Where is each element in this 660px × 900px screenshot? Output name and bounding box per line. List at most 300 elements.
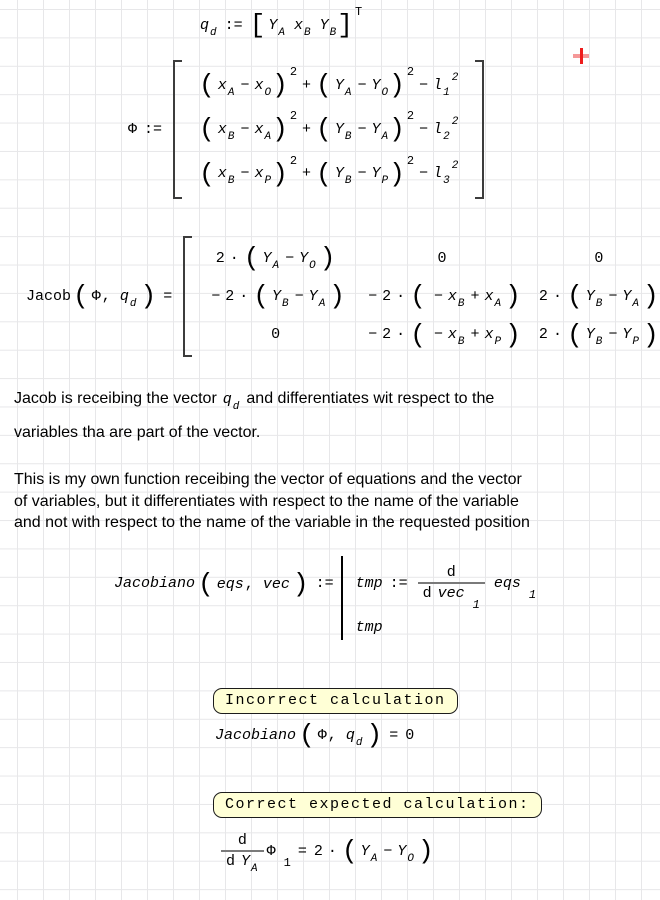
math-operator: − <box>294 287 304 305</box>
math-token <box>423 585 432 602</box>
crosshair-cursor[interactable] <box>573 48 589 64</box>
math-operator: + <box>470 287 480 305</box>
math-superscript: 2 <box>451 160 459 173</box>
math-base: Jacobiano <box>114 575 196 592</box>
math-token <box>266 842 291 870</box>
paragraph-line: This is my own function receibing the vector of equations and the vector <box>14 471 522 488</box>
math-subscript: A <box>272 259 280 272</box>
math-token <box>92 288 101 305</box>
math-subscript: d <box>232 401 240 413</box>
math-fence: ( <box>316 158 332 189</box>
math-group <box>566 319 659 350</box>
math-group <box>341 835 434 866</box>
math-fence: ) <box>292 569 309 599</box>
math-token <box>371 120 389 143</box>
math-base: 2 <box>382 287 392 305</box>
math-fence: ) <box>389 158 405 189</box>
paragraph-jacob-note[interactable] <box>14 383 494 448</box>
math-token <box>254 76 272 99</box>
math-token <box>272 287 290 310</box>
math-base: x <box>254 165 264 183</box>
math-fence: ( <box>566 319 583 350</box>
matrix-cell <box>530 244 660 273</box>
math-base: x <box>447 326 457 344</box>
math-base: 0 <box>271 326 281 344</box>
math-base: Y <box>241 853 251 870</box>
matrix-grid <box>194 236 660 357</box>
math-token <box>217 165 236 188</box>
math-base: vec <box>437 585 465 602</box>
math-subscript: P <box>381 175 389 188</box>
math-operator: − <box>240 120 250 138</box>
math-base: q <box>119 287 129 305</box>
math-operator: − <box>357 120 367 138</box>
math-token <box>334 165 353 188</box>
paragraph-line: variables tha are part of the vector. <box>14 424 261 441</box>
math-base: Φ <box>91 287 101 305</box>
math-operator: · <box>396 326 406 344</box>
math-superscript: 2 <box>451 71 459 84</box>
math-group <box>244 245 336 271</box>
math-operator: + <box>302 120 312 138</box>
math-base: 0 <box>437 249 447 267</box>
math-fence: ) <box>272 70 288 100</box>
math-index-subscript: 1 <box>472 598 480 612</box>
math-token <box>215 727 296 744</box>
callout-incorrect[interactable]: Incorrect calculation <box>213 688 458 714</box>
math-subscript: O <box>407 852 414 865</box>
math-fence: ( <box>316 114 332 145</box>
math-superscript: 2 <box>289 65 298 80</box>
math-operator: + <box>302 165 312 183</box>
math-superscript: 2 <box>406 109 415 124</box>
math-token <box>217 576 244 593</box>
math-subscript: A <box>278 26 286 39</box>
matrix-cell <box>187 152 470 196</box>
math-index-subscript: 1 <box>528 587 537 602</box>
math-fence: [ <box>249 10 266 40</box>
matrix-cell <box>187 107 470 151</box>
math-group <box>316 65 415 100</box>
math-base: Y <box>622 287 632 305</box>
paragraph-line <box>14 383 494 417</box>
math-fence: ) <box>319 243 336 273</box>
math-operator: · <box>396 287 406 305</box>
math-base: Φ <box>128 120 138 138</box>
math-subscript: B <box>304 26 311 39</box>
math-matrix <box>173 60 484 199</box>
fraction-numerator <box>442 564 461 582</box>
math-token <box>447 564 456 581</box>
math-base: 2 <box>538 326 548 344</box>
math-token <box>484 287 503 310</box>
math-superscript: 2 <box>289 153 298 168</box>
math-base: Y <box>622 326 632 344</box>
math-operator: − <box>608 326 618 344</box>
math-base: d <box>422 585 432 602</box>
math-token <box>594 250 603 267</box>
math-fence: ) <box>642 319 659 350</box>
math-token <box>433 115 459 143</box>
math-token <box>585 326 604 349</box>
equation-jacob-result[interactable] <box>26 236 660 357</box>
math-group <box>410 281 521 312</box>
paragraph-function-note[interactable] <box>14 469 530 534</box>
math-group <box>199 65 298 100</box>
math-operator: := <box>389 574 408 592</box>
equation-qd-definition[interactable] <box>200 5 363 40</box>
math-operator: − <box>211 287 221 305</box>
math-fence: ( <box>199 114 215 145</box>
math-token <box>397 842 415 865</box>
math-base: Y <box>268 16 278 34</box>
math-subscript: B <box>282 297 289 310</box>
math-subscript: O <box>381 86 389 99</box>
equation-jacobiano-definition[interactable] <box>114 556 536 640</box>
math-base: Y <box>272 287 282 305</box>
math-fence: ) <box>272 158 288 189</box>
math-token <box>356 575 383 592</box>
math-operator: − <box>419 76 429 94</box>
math-subscript: P <box>632 336 639 349</box>
math-token <box>238 832 247 849</box>
math-token <box>299 249 317 272</box>
math-base: 2 <box>382 326 392 344</box>
matrix-bracket-right <box>475 60 484 199</box>
math-operator: − <box>608 287 618 305</box>
math-base: q <box>345 726 355 744</box>
math-base: Φ <box>317 726 327 744</box>
math-token <box>241 853 259 875</box>
math-base: Y <box>585 326 595 344</box>
math-token <box>382 288 391 305</box>
math-subscript: B <box>227 175 235 188</box>
math-superscript: 2 <box>289 109 298 124</box>
math-base: Y <box>397 842 407 860</box>
math-token <box>539 326 548 343</box>
math-token <box>622 326 640 349</box>
math-token <box>128 121 137 138</box>
math-fence: ) <box>366 720 383 750</box>
math-operator: · <box>327 842 337 860</box>
math-token <box>271 326 280 343</box>
math-token <box>433 71 459 99</box>
math-base: vec <box>262 575 290 593</box>
math-subscript: d <box>355 736 363 749</box>
math-token <box>356 619 383 636</box>
math-token <box>263 576 290 593</box>
math-base: Φ <box>266 842 276 860</box>
math-token <box>484 326 503 349</box>
math-base: l <box>433 76 443 94</box>
math-operator: , <box>244 575 254 593</box>
math-subscript: A <box>318 297 326 310</box>
math-base: Jacob <box>26 287 72 305</box>
math-base: x <box>254 76 264 94</box>
math-subscript: B <box>457 297 465 310</box>
math-base: tmp <box>355 619 383 636</box>
math-base: x <box>484 287 494 305</box>
math-base: d <box>237 832 247 849</box>
program-block <box>341 556 536 640</box>
math-operator: − <box>368 326 378 344</box>
math-token <box>318 727 327 744</box>
math-base: x <box>254 120 264 138</box>
math-token <box>223 384 241 417</box>
matrix-cell <box>354 244 530 273</box>
math-base: 2 <box>215 249 225 267</box>
math-subscript: O <box>309 259 316 272</box>
equation-correct-derivative[interactable] <box>218 832 434 875</box>
math-subscript: B <box>595 336 603 349</box>
math-operator: , <box>327 726 337 744</box>
math-base: x <box>217 165 227 183</box>
math-token <box>216 250 225 267</box>
math-subscript: 3 <box>443 175 450 188</box>
math-base: q <box>222 391 232 408</box>
inline-math-qd <box>222 391 241 413</box>
fraction-denominator <box>221 850 264 875</box>
math-operator: = <box>389 726 399 744</box>
math-group <box>199 153 298 189</box>
math-subscript: B <box>595 297 603 310</box>
math-token <box>371 165 389 188</box>
math-operator: = <box>297 842 307 860</box>
math-base: d <box>226 853 236 870</box>
math-fence: ( <box>199 158 215 189</box>
math-subscript: A <box>251 863 258 875</box>
math-group <box>198 571 309 597</box>
math-operator: − <box>240 165 250 183</box>
math-subscript: P <box>494 336 502 349</box>
math-token <box>371 76 389 99</box>
math-operator: · <box>239 287 249 305</box>
math-base: 2 <box>225 287 235 305</box>
math-token <box>334 120 353 143</box>
math-base: Y <box>585 287 595 305</box>
math-base: Y <box>262 249 272 267</box>
math-base: 0 <box>594 249 604 267</box>
math-base: 2 <box>538 287 548 305</box>
crosshair-vertical-icon <box>580 48 583 64</box>
paragraph-line: and not with respect to the name of the variable in the requested position <box>14 514 530 531</box>
math-operator: − <box>285 249 295 267</box>
math-token <box>114 575 195 592</box>
math-superscript: 2 <box>406 65 415 80</box>
math-fence: ( <box>410 319 426 350</box>
math-token <box>382 326 391 343</box>
math-base: Y <box>319 16 329 34</box>
math-subscript: d <box>210 26 217 39</box>
math-operator: , <box>101 287 111 305</box>
math-subscript: A <box>381 130 389 143</box>
math-subscript: d <box>129 297 137 310</box>
math-base: x <box>484 326 494 344</box>
math-superscript: 2 <box>451 115 459 128</box>
math-subscript: A <box>632 297 639 310</box>
math-fence: ) <box>140 281 157 312</box>
matrix-cell <box>530 316 660 354</box>
math-subscript: P <box>264 175 272 188</box>
math-token <box>433 160 459 188</box>
math-token <box>294 16 312 39</box>
math-fence: ] <box>337 10 354 40</box>
math-operator: · <box>229 249 239 267</box>
math-token <box>334 76 353 99</box>
math-token <box>254 165 272 188</box>
math-operator: + <box>470 326 480 344</box>
math-token <box>447 326 466 349</box>
math-base: Y <box>360 842 370 860</box>
math-fence: ( <box>410 281 426 312</box>
matrix-cell <box>197 277 354 315</box>
math-base: q <box>200 16 210 34</box>
math-base: Y <box>334 120 344 138</box>
math-token <box>217 76 236 99</box>
math-token <box>26 288 71 305</box>
math-base: 0 <box>405 726 415 744</box>
math-token <box>360 842 379 865</box>
math-group <box>249 5 363 40</box>
math-fence: ( <box>73 281 89 312</box>
math-operator: − <box>357 165 367 183</box>
math-base: Y <box>308 287 318 305</box>
math-subscript: A <box>370 852 378 865</box>
math-token <box>262 249 281 272</box>
math-group <box>566 281 659 312</box>
math-fence: ) <box>389 70 405 100</box>
text-run: Jacob is receibing the vector <box>14 390 217 407</box>
math-fence: ( <box>341 835 358 866</box>
math-operator: + <box>302 76 312 94</box>
math-fence: ( <box>198 569 214 599</box>
math-token <box>314 843 323 860</box>
equation-jacobiano-result[interactable] <box>215 722 414 748</box>
math-operator: − <box>419 120 429 138</box>
math-base: eqs <box>216 575 244 593</box>
math-token <box>437 250 446 267</box>
math-operator: − <box>419 165 429 183</box>
math-fraction <box>221 832 264 875</box>
math-group <box>316 109 415 145</box>
math-operator: := <box>224 16 243 34</box>
math-base: Y <box>299 249 309 267</box>
math-token <box>119 287 138 310</box>
math-base: x <box>217 76 227 94</box>
math-group <box>316 153 415 189</box>
fraction-numerator <box>233 832 252 850</box>
math-matrix <box>183 236 660 357</box>
math-subscript: B <box>329 26 337 39</box>
math-token <box>225 288 234 305</box>
math-fence: ( <box>253 281 270 312</box>
math-subscript: O <box>264 86 272 99</box>
program-line <box>355 564 537 612</box>
matrix-grid <box>184 60 473 199</box>
math-base: x <box>447 287 457 305</box>
matrix-cell <box>197 320 354 349</box>
matrix-cell <box>187 63 470 107</box>
math-fence: ) <box>389 114 405 145</box>
equation-phi-definition[interactable] <box>128 60 484 199</box>
math-operator: = <box>163 287 173 305</box>
math-fence: ) <box>417 835 434 866</box>
math-subscript: A <box>494 297 502 310</box>
math-fence: ) <box>642 281 659 312</box>
math-group <box>299 722 382 748</box>
math-fence: ( <box>299 720 315 750</box>
callout-correct[interactable]: Correct expected calculation: <box>213 792 542 818</box>
math-operator: − <box>383 842 393 860</box>
math-token <box>622 287 640 310</box>
math-operator: − <box>240 76 250 94</box>
math-token <box>539 288 548 305</box>
math-superscript: 2 <box>406 153 415 168</box>
math-token <box>345 726 364 749</box>
math-token <box>405 727 414 744</box>
math-fence: ) <box>329 281 346 312</box>
math-operator: := <box>144 120 163 138</box>
program-line <box>356 619 383 636</box>
math-subscript: B <box>457 336 465 349</box>
math-subscript: A <box>227 86 235 99</box>
math-token <box>226 853 235 870</box>
math-token <box>254 120 272 143</box>
math-base: Jacobiano <box>215 726 297 744</box>
math-subscript: 2 <box>443 130 450 143</box>
math-fence: ) <box>505 281 521 312</box>
matrix-cell <box>197 239 354 277</box>
math-superscript: T <box>355 5 363 20</box>
math-fence: ) <box>505 319 521 350</box>
math-operator: · <box>552 326 562 344</box>
math-base: Y <box>371 76 381 94</box>
matrix-cell <box>354 277 530 315</box>
math-base: Y <box>371 120 381 138</box>
math-token <box>437 585 480 612</box>
math-group <box>73 281 157 312</box>
math-token <box>200 16 218 39</box>
math-operator: − <box>433 287 443 305</box>
math-operator: := <box>315 575 334 592</box>
math-index-subscript: 1 <box>283 855 291 870</box>
math-fraction <box>418 564 485 612</box>
math-operator: − <box>357 76 367 94</box>
math-base: l <box>433 165 443 183</box>
math-group <box>410 319 521 350</box>
math-operator: · <box>552 287 562 305</box>
math-base: 2 <box>313 842 323 860</box>
math-base: Y <box>334 76 344 94</box>
math-subscript: B <box>344 175 352 188</box>
math-operator: − <box>368 287 378 305</box>
math-subscript: A <box>344 86 352 99</box>
math-fence: ( <box>199 70 215 100</box>
math-base: d <box>446 564 456 581</box>
math-group <box>253 281 346 312</box>
matrix-cell <box>530 277 660 315</box>
math-base: x <box>294 16 304 34</box>
math-token <box>217 120 236 143</box>
math-subscript: B <box>227 130 235 143</box>
fraction-denominator <box>418 582 485 612</box>
math-group <box>199 109 298 145</box>
text-run: and differentiates wit respect to the <box>246 390 495 407</box>
math-base: Y <box>334 165 344 183</box>
math-token <box>308 287 327 310</box>
math-base: l <box>433 120 443 138</box>
math-fence: ( <box>566 281 583 312</box>
